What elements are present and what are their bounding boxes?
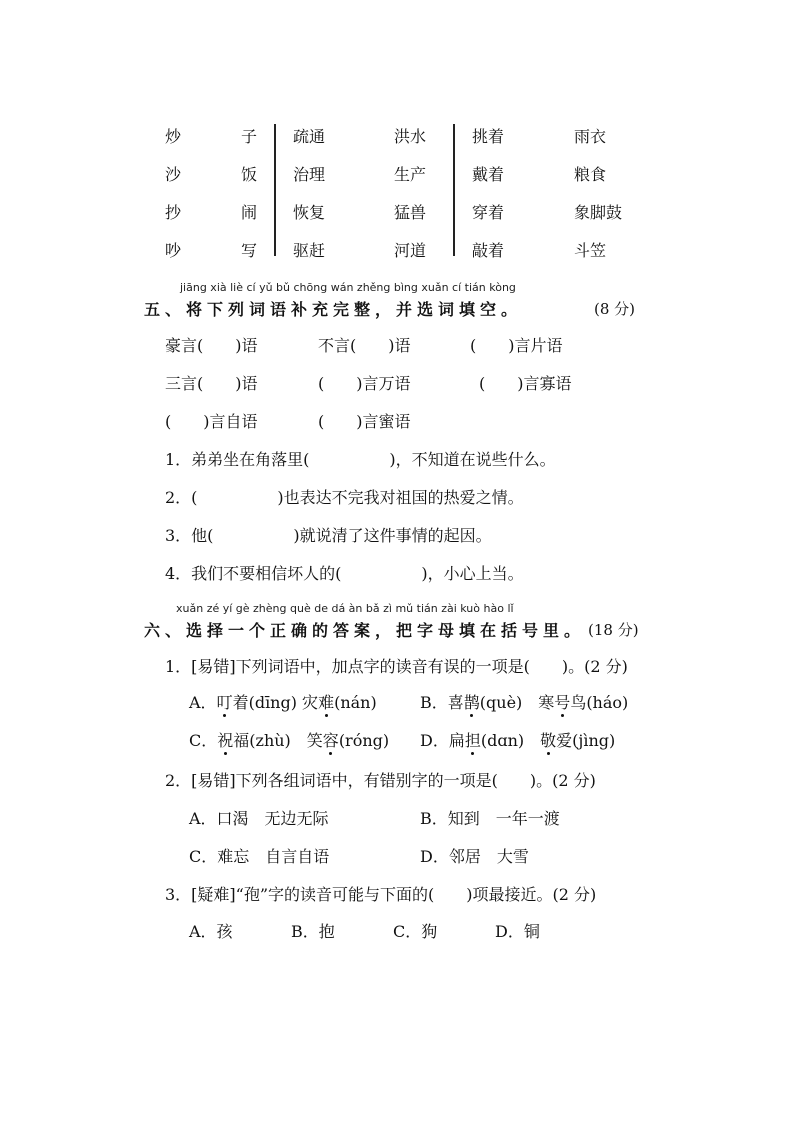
question-3-stem: 3．[疑难]“孢”字的读音可能与下面的( )项最接近。(2 分) xyxy=(165,885,597,904)
fill-item-7: ( )言自语 xyxy=(165,412,258,431)
q1-option-d xyxy=(420,731,615,751)
q1-d-dotted-char: 担 xyxy=(464,731,481,750)
q2-option-b: B．知到 一年一渡 xyxy=(420,809,560,828)
fill-item-3: ( )言片语 xyxy=(470,336,563,355)
q3-option-b: B．抱 xyxy=(291,922,335,941)
divider-line-2 xyxy=(453,124,455,256)
match-col3-left-2: 戴着 xyxy=(472,165,505,184)
match-col3-left-4: 敲着 xyxy=(472,241,505,260)
match-col3-right-4: 斗笠 xyxy=(574,241,607,260)
divider-line-1 xyxy=(274,124,276,256)
q1-option-a xyxy=(189,693,377,713)
q1-a-dotted-char-2: 难 xyxy=(318,693,335,712)
q1-b-dotted-char-2: 号 xyxy=(554,693,571,712)
q1-c-label: C． xyxy=(189,731,218,750)
q1-d-tail: 爱(jìng) xyxy=(556,731,616,750)
match-col2-right-3: 猛兽 xyxy=(394,203,427,222)
match-col1-left-4: 吵 xyxy=(165,241,182,260)
q1-b-dotted-char: 鹊 xyxy=(463,693,480,712)
match-col1-right-3: 闹 xyxy=(241,203,258,222)
match-col3-left-3: 穿着 xyxy=(472,203,505,222)
q1-c-dotted-char-2: 容 xyxy=(322,731,339,750)
fill-item-1: 豪言( )语 xyxy=(165,336,258,355)
q1-b-label: B．喜 xyxy=(420,693,464,712)
q1-a-text: 着(dīng) 灾 xyxy=(232,693,319,712)
sentence-1: 1．弟弟坐在角落里( )，不知道在说些什么。 xyxy=(165,450,556,469)
match-col2-right-1: 洪水 xyxy=(394,127,427,146)
match-col2-left-3: 恢复 xyxy=(293,203,326,222)
q1-c-dotted-char: 祝 xyxy=(217,731,234,750)
q1-d-dotted-char-2: 敬 xyxy=(540,731,557,750)
section-5-title: 五、将下列词语补充完整，并选词填空。 xyxy=(144,300,523,319)
section-5-score: (8 分) xyxy=(594,300,636,318)
fill-item-2: 不言( )语 xyxy=(318,336,411,355)
q1-c-tail: (róng) xyxy=(338,731,390,750)
match-col1-right-4: 写 xyxy=(241,241,258,260)
match-col2-left-4: 驱赶 xyxy=(293,241,326,260)
q2-option-a: A．口渴 无边无际 xyxy=(189,809,329,828)
q1-d-label: D．扁 xyxy=(420,731,465,750)
section-5-pinyin: jiāng xià liè cí yǔ bǔ chōng wán zhěng bìng xuǎn cí tián kòng xyxy=(180,281,516,294)
section-6-score: (18 分) xyxy=(588,621,639,639)
fill-item-6: ( )言寡语 xyxy=(479,374,572,393)
match-col2-left-2: 治理 xyxy=(293,165,326,184)
question-1-stem: 1．[易错]下列词语中，加点字的读音有误的一项是( )。(2 分) xyxy=(165,657,628,676)
q1-option-c xyxy=(189,731,389,751)
match-col1-right-2: 饭 xyxy=(241,165,258,184)
q1-option-b xyxy=(420,693,628,713)
match-col1-left-3: 抄 xyxy=(165,203,182,222)
match-col2-left-1: 疏通 xyxy=(293,127,326,146)
q1-a-tail: (nán) xyxy=(334,693,377,712)
q1-c-text: 福(zhù) 笑 xyxy=(233,731,323,750)
fill-item-5: ( )言万语 xyxy=(318,374,411,393)
match-col1-right-1: 子 xyxy=(241,127,258,146)
match-col3-right-3: 象脚鼓 xyxy=(574,203,623,222)
match-col2-right-2: 生产 xyxy=(394,165,427,184)
q1-a-label: A． xyxy=(189,693,217,712)
q3-option-d: D．铜 xyxy=(495,922,540,941)
q3-option-a: A．孩 xyxy=(189,922,233,941)
q2-option-d: D．邻居 大雪 xyxy=(420,847,529,866)
q3-option-c: C．狗 xyxy=(393,922,438,941)
sentence-2: 2．( )也表达不完我对祖国的热爱之情。 xyxy=(165,488,524,507)
q2-option-c: C．难忘 自言自语 xyxy=(189,847,330,866)
match-col2-right-4: 河道 xyxy=(394,241,427,260)
section-6-title: 六、选择一个正确的答案，把字母填在括号里。 xyxy=(144,621,586,640)
match-col3-right-2: 粮食 xyxy=(574,165,607,184)
q1-b-text: (què) 寒 xyxy=(479,693,555,712)
section-6-pinyin: xuǎn zé yí gè zhèng què de dá àn bǎ zì mǔ tián zài kuò hào lǐ xyxy=(176,602,514,615)
sentence-3: 3．他( )就说清了这件事情的起因。 xyxy=(165,526,492,545)
sentence-4: 4．我们不要相信坏人的( )，小心上当。 xyxy=(165,564,524,583)
match-col3-right-1: 雨衣 xyxy=(574,127,607,146)
q1-d-text: (dɑn) xyxy=(480,731,541,750)
fill-item-4: 三言( )语 xyxy=(165,374,258,393)
question-2-stem: 2．[易错]下列各组词语中，有错别字的一项是( )。(2 分) xyxy=(165,771,596,790)
match-col3-left-1: 挑着 xyxy=(472,127,505,146)
match-col1-left-2: 沙 xyxy=(165,165,182,184)
match-col1-left-1: 炒 xyxy=(165,127,182,146)
fill-item-8: ( )言蜜语 xyxy=(318,412,411,431)
q1-b-tail: 鸟(háo) xyxy=(570,693,629,712)
q1-a-dotted-char: 叮 xyxy=(216,693,233,712)
